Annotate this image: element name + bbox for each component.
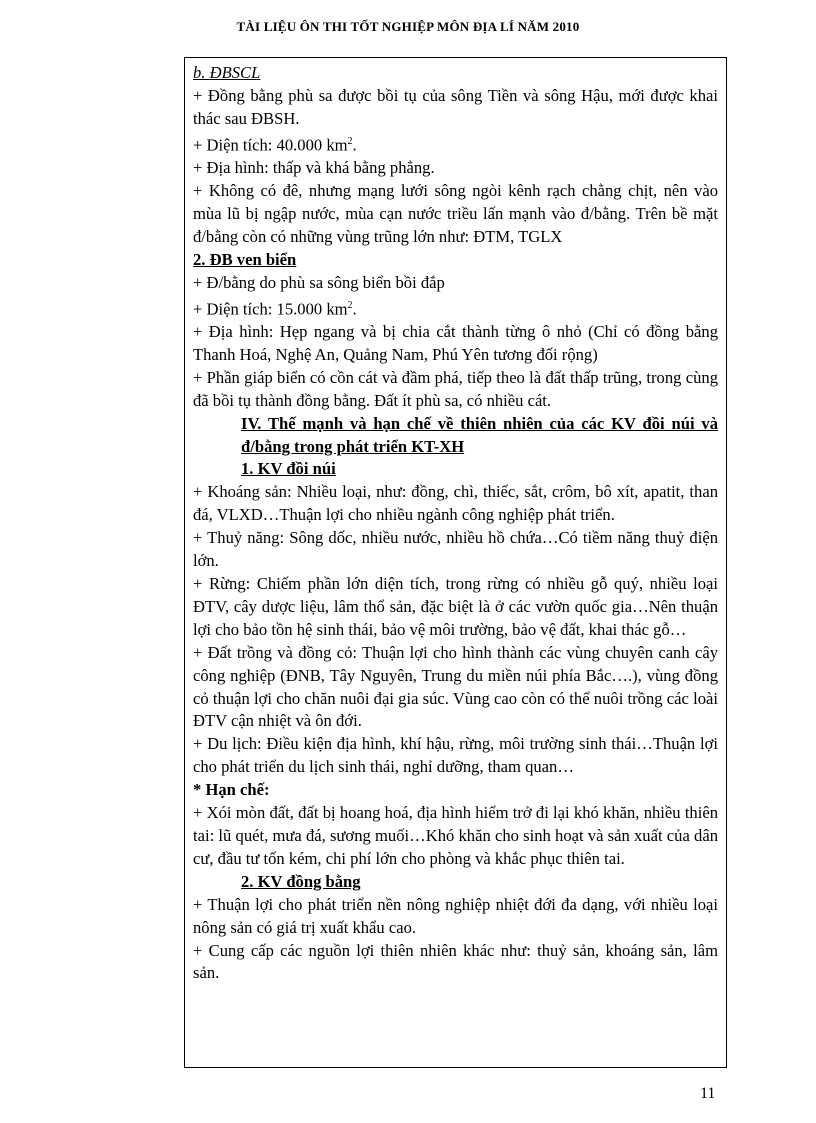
dbscl-heading: b. ĐBSCL [193,63,261,82]
dbscl-area [193,131,718,157]
coastal-paragraph-1: + Đ/bằng do phù sa sông biển bồi đắp [193,272,445,292]
dbscl-paragraph-4: + Không có đê, nhưng mạng lưới sông ngòi kênh rạch chằng chịt, nên vào mùa lũ bị ngập nước, mùa cạn nước triều lấn mạnh vào đ/bằng. Trên bề mặt đ/bằng còn có những vùng trũng lớn như: ĐTM, TGLX [193,181,718,246]
dbscl-area-end: . [352,135,357,155]
plain-paragraph-2: + Cung cấp các nguồn lợi thiên nhiên khác như: thuỷ sản, khoáng sản, lâm sản. [193,940,718,983]
mountain-paragraph-6: + Xói mòn đất, đất bị hoang hoá, địa hình hiểm trở đi lại khó khăn, nhiều thiên tai: lũ quét, mưa đá, sương muối…Khó khăn cho sinh hoạt và sản xuất của dân cư, đầu tư tốn kém, chi phí lớn cho phòng và khắc phục thiên tai. [193,803,718,868]
mountain-paragraph-1: + Khoáng sản: Nhiều loại, như: đồng, chì, thiếc, sắt, crôm, bô xít, apatit, than đá, VLXD…Thuận lợi cho nhiều ngành công nghiệp phát triển. [193,482,718,525]
coastal-area-text: + Diện tích: 15.000 km [193,299,348,319]
dbscl-paragraph-3: + Địa hình: thấp và khá bằng phẳng. [193,158,435,178]
plain-heading: 2. KV đồng bằng [241,871,361,891]
section-iv-heading: IV. Thế mạnh và hạn chế về thiên nhiên của các KV đồi núi và đ/bằng trong phát triển KT-XH [241,413,718,456]
dbscl-area-sup: 2 [347,135,353,147]
content-box [184,57,727,1068]
document-header: TÀI LIỆU ÔN THI TỐT NGHIỆP MÔN ĐỊA LÍ NĂM 2010 [236,19,580,34]
mountain-heading: 1. KV đồi núi [241,459,336,479]
plain-paragraph-1: + Thuận lợi cho phát triển nền nông nghiệp nhiệt đới đa dạng, với nhiều loại nông sản có giá trị xuất khẩu cao. [193,894,718,937]
dbscl-paragraph-1: + Đồng bằng phù sa được bồi tụ của sông Tiền và sông Hậu, mới được khai thác sau ĐBSH. [193,85,718,128]
page-number: 11 [700,1085,716,1102]
mountain-paragraph-2: + Thuỷ năng: Sông dốc, nhiều nước, nhiều hồ chứa…Có tiềm năng thuỷ điện lớn. [193,528,718,571]
limits-heading: * Hạn chế: [193,780,270,800]
coastal-area [193,295,718,321]
coastal-paragraph-3: + Địa hình: Hẹp ngang và bị chia cắt thành từng ô nhỏ (Chỉ có đồng bằng Thanh Hoá, Nghệ An, Quảng Nam, Phú Yên tương đối rộng) [193,322,718,364]
mountain-paragraph-5: + Du lịch: Điều kiện địa hình, khí hậu, rừng, môi trường sinh thái…Thuận lợi cho phát triển du lịch sinh thái, nghỉ dưỡng, tham quan… [193,734,718,777]
coastal-heading: 2. ĐB ven biển [193,249,297,269]
dbscl-area-text: + Diện tích: 40.000 km [193,135,348,155]
mountain-paragraph-4: + Đất trồng và đồng cỏ: Thuận lợi cho hình thành các vùng chuyên canh cây công nghiệp (ĐNB, Tây Nguyên, Trung du miền núi phía Bắc….), vùng đồng cỏ thuận lợi cho chăn nuôi đại gia súc. Vùng cao còn có thể nuôi trồng các loài ĐTV cận nhiệt và ôn đới. [193,642,718,731]
coastal-area-sup: 2 [347,299,353,311]
content-body [193,62,718,985]
coastal-area-end: . [352,299,357,319]
mountain-paragraph-3: + Rừng: Chiếm phần lớn diện tích, trong rừng có nhiều gỗ quý, nhiều loại ĐTV, cây dược liệu, lâm thổ sản, đặc biệt là ở các vườn quốc gia…Nên thuận lợi cho bảo tồn hệ sinh thái, bảo vệ môi trường, bảo vệ đất, khai thác gỗ… [193,574,718,639]
coastal-paragraph-4: + Phần giáp biển có cồn cát và đầm phá, tiếp theo là đất thấp trũng, trong cùng đã bồi tụ thành đồng bằng. Đất ít phù sa, có nhiều cát. [193,367,718,410]
